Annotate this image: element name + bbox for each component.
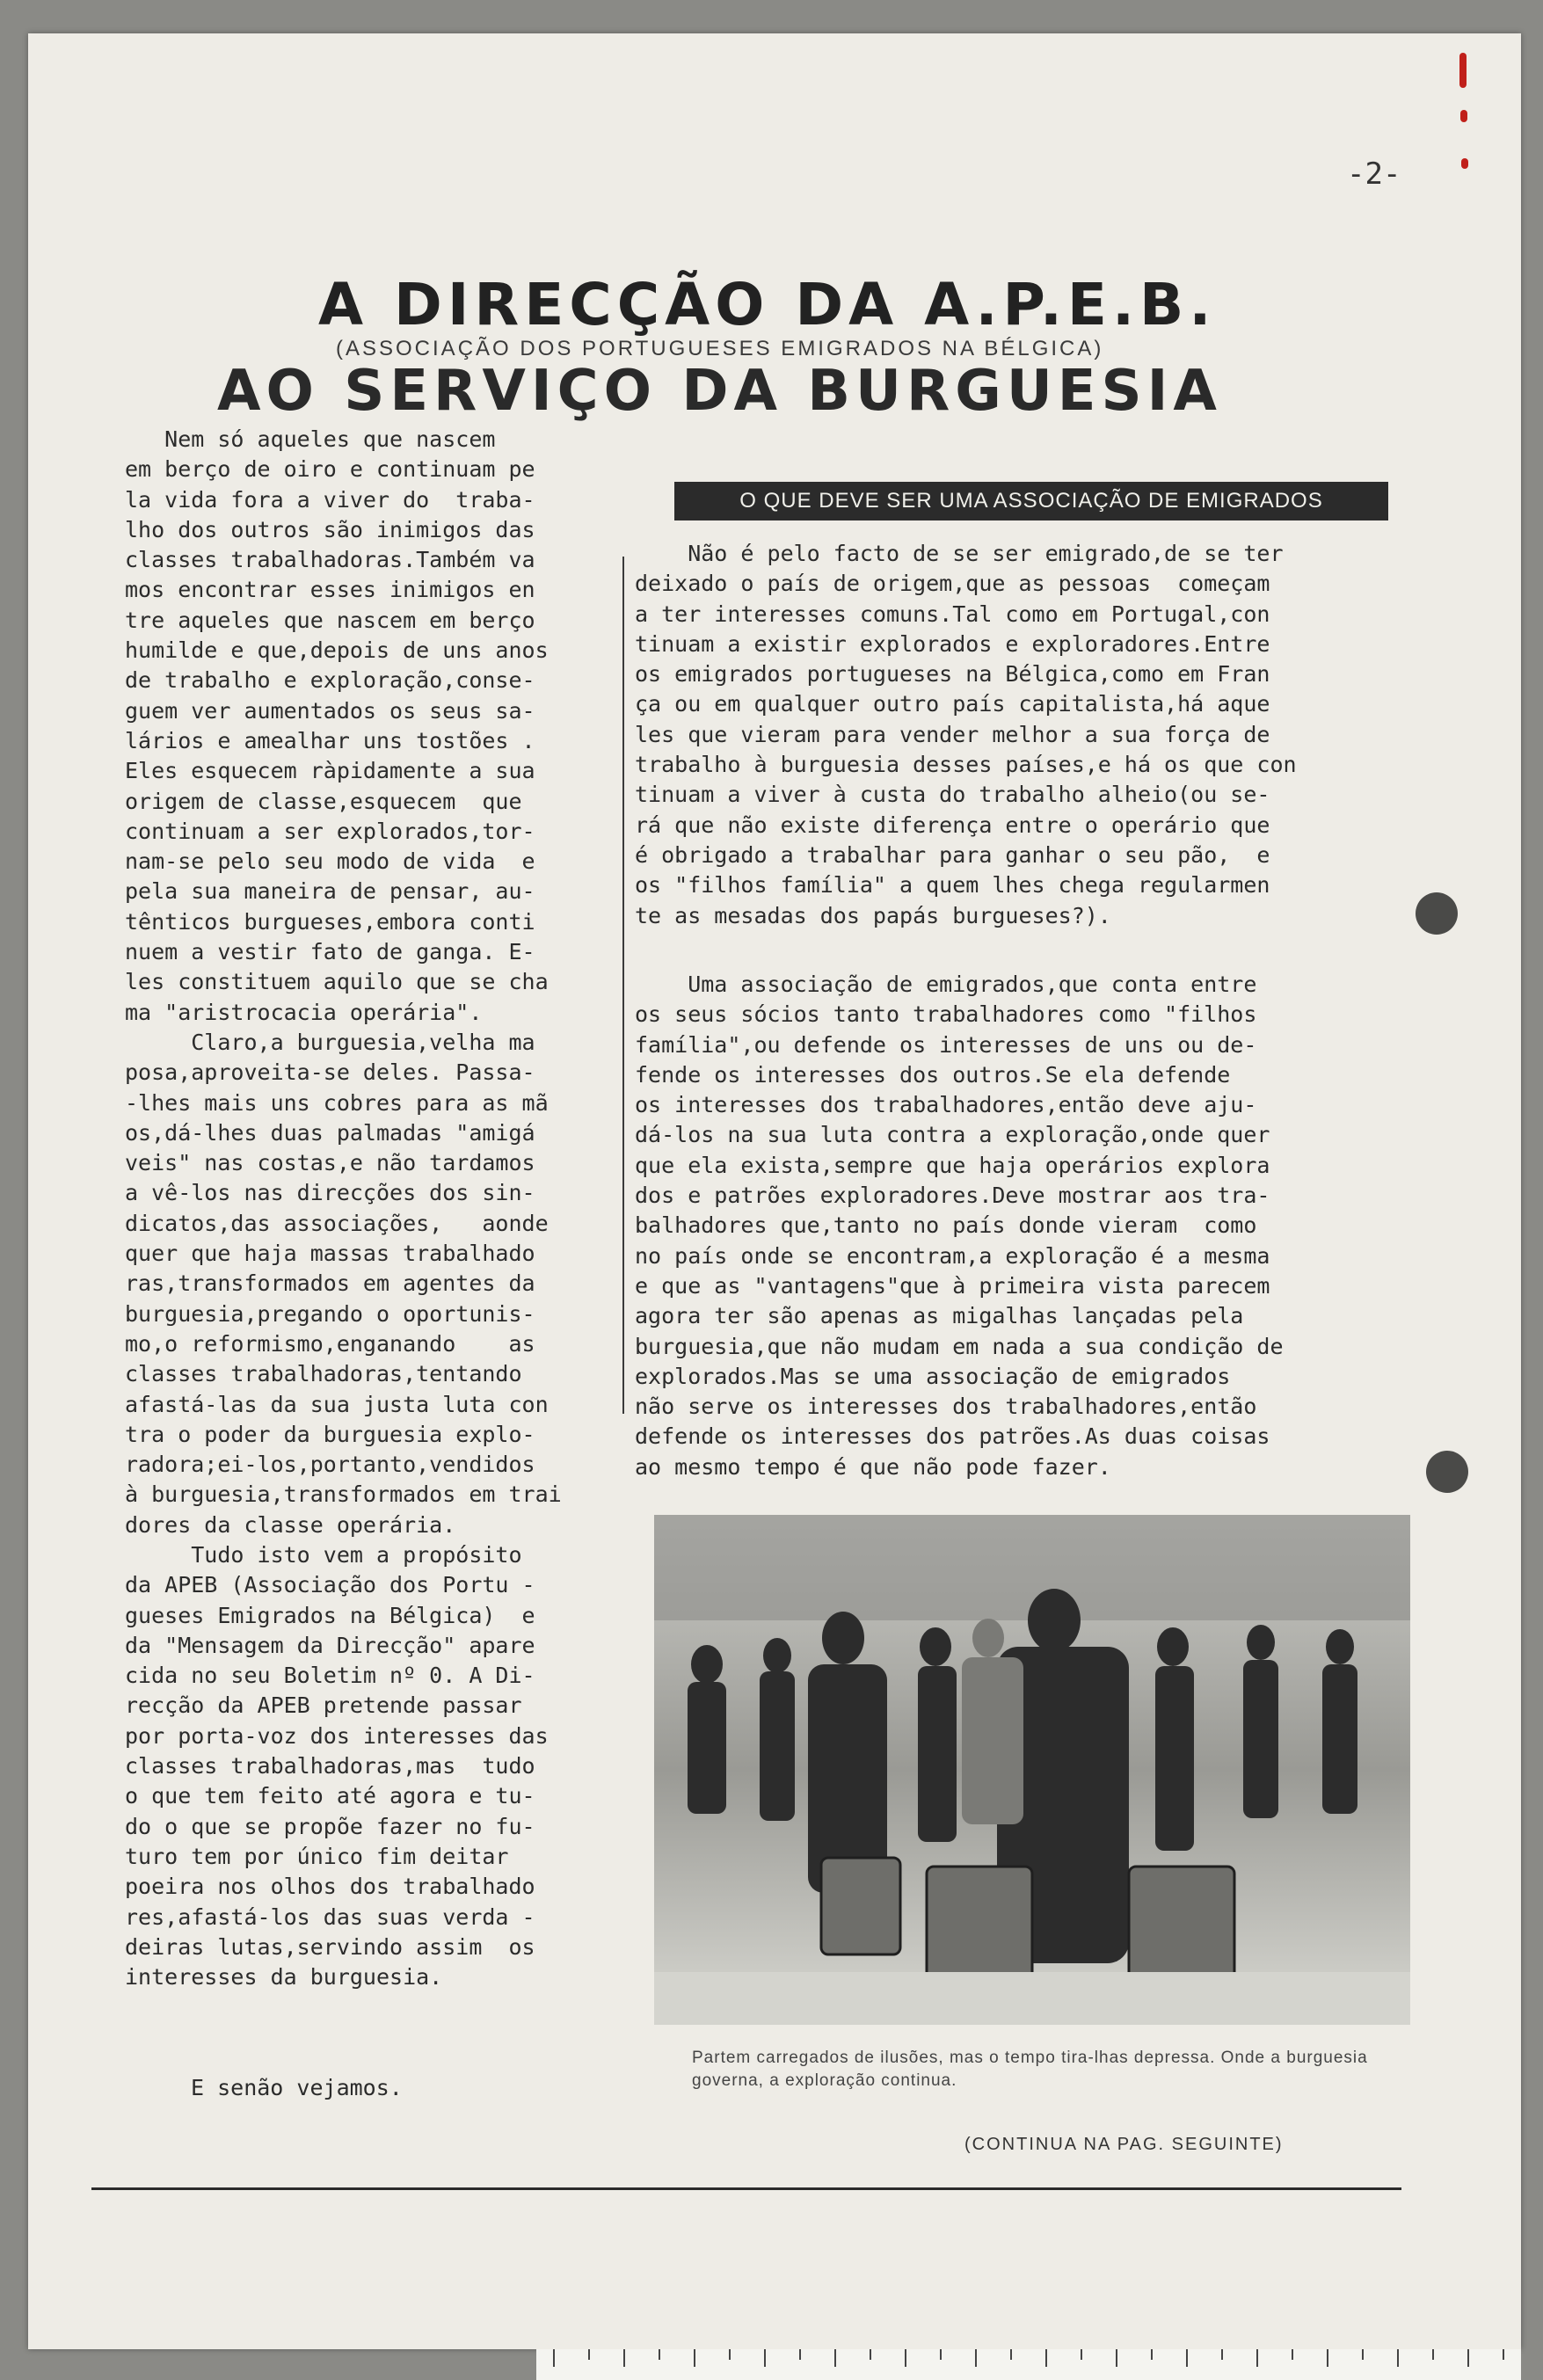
column-divider	[622, 557, 624, 1414]
left-column-ending: E senão vejamos.	[191, 2075, 403, 2100]
bottom-rule	[91, 2187, 1401, 2190]
red-ink-dot	[1460, 110, 1467, 122]
right-column-paragraph-1: Não é pelo facto de se ser emigrado,de se ter deixado o país de origem,que as pessoas começam a ter interesses comuns.Tal como em Portugal,con tinuam a existir explorados e exploradores.Entre os emigrados portugueses na Bélgica,como em Fran ça ou em qualquer outro país capitalista,há aque les que vieram para vender melhor a sua força de trabalho à burguesia desses países,e há os que con tinuam a viver à custa do trabalho alheio(ou se- rá que não existe diferença entre o operário que é obrigado a trabalhar para ganhar o seu pão, e os "filhos família" a quem lhes chega regularmen te as mesadas dos papás burgueses?).	[635, 541, 1297, 928]
headline-subtitle: (ASSOCIAÇÃO DOS PORTUGUESES EMIGRADOS NA BÉLGICA)	[336, 337, 1104, 360]
red-ink-mark	[1459, 53, 1467, 88]
punch-hole-bottom	[1426, 1451, 1468, 1493]
scale-ruler	[536, 2349, 1521, 2380]
punch-hole-top	[1416, 892, 1458, 935]
photo-caption: Partem carregados de ilusões, mas o tempo tira-lhas depressa. Onde a burguesia governa, a exploração continua.	[692, 2049, 1368, 2090]
left-column-article: Nem só aqueles que nascem em berço de oiro e continuam pe la vida fora a viver do traba- lho dos outros são inimigos das classes trabalhadoras.Também va mos encontrar esses inimigos en tre aqueles que nascem em berço humilde e que,depois de uns anos de trabalho e exploração,conse- guem ver aumentados os seus sa- lários e amealhar uns tostões . Eles esquecem ràpidamente a sua origem de classe,esquecem que continuam a ser explorados,tor- nam-se pelo seu modo de vida e pela sua maneira de pensar, au- tênticos burgueses,embora conti nuem a vestir fato de ganga. E- les constituem aquilo que se cha ma "aristrocacia operária". Claro,a burguesia,velha ma posa,aproveita-se deles. Passa- -lhes mais uns cobres para as mã os,dá-lhes duas palmadas "amigá veis" nas costas,e não tardamos a vê-los nas direcções dos sin- dicatos,das associações, aonde quer que haja massas trabalhado ras,transformados em agentes da burguesia,pregando o oportunis- mo,o reformismo,enganando as classes trabalhadoras,tentando afastá-las da sua justa luta con tra o poder da burguesia explo- radora;ei-los,portanto,vendidos à burguesia,transformados em trai dores da classe operária. Tudo isto vem a propósito da APEB (Associação dos Portu - gueses Emigrados na Bélgica) e da "Mensagem da Direcção" apare cida no seu Boletim nº 0. A Di- recção da APEB pretende passar por porta-voz dos interesses das classes trabalhadoras,mas tudo o que tem feito até agora e tu- do o que se propõe fazer no fu- turo tem por único fim deitar poeira nos olhos dos trabalhado res,afastá-los das suas verda - deiras lutas,servindo assim os interesses da burguesia.	[125, 426, 562, 1991]
continued-note: (CONTINUA NA PAG. SEGUINTE)	[964, 2135, 1284, 2154]
section-banner: O QUE DEVE SER UMA ASSOCIAÇÃO DE EMIGRADOS	[674, 482, 1388, 520]
page-number: -2-	[1347, 156, 1401, 192]
document-page	[28, 33, 1521, 2349]
red-ink-dot	[1461, 158, 1468, 169]
headline-line1: A DIRECÇÃO DA A.P.E.B.	[318, 271, 1217, 338]
right-column-paragraph-2: Uma associação de emigrados,que conta entre os seus sócios tanto trabalhadores como "filhos família",ou defende os interesses de uns ou de- fende os interesses dos outros.Se ela defende os interesses dos trabalhadores,então deve aju- dá-los na sua luta contra a exploração,onde quer que ela exista,sempre que haja operários explora dos e patrões exploradores.Deve mostrar aos tra- balhadores que,tanto no país donde vieram como no país onde se encontram,a exploração é a mesma e que as "vantagens"que à primeira vista parecem agora ter são apenas as migalhas lançadas pela burguesia,que não mudam em nada a sua condição de explorados.Mas se uma associação de emigrados não serve os interesses dos trabalhadores,então defende os interesses dos patrões.As duas coisas ao mesmo tempo é que não pode fazer.	[635, 972, 1284, 1480]
ruler-ticks	[536, 2349, 1521, 2380]
headline-line2: AO SERVIÇO DA BURGUESIA	[217, 359, 1222, 424]
emigrants-photo	[654, 1515, 1410, 2025]
